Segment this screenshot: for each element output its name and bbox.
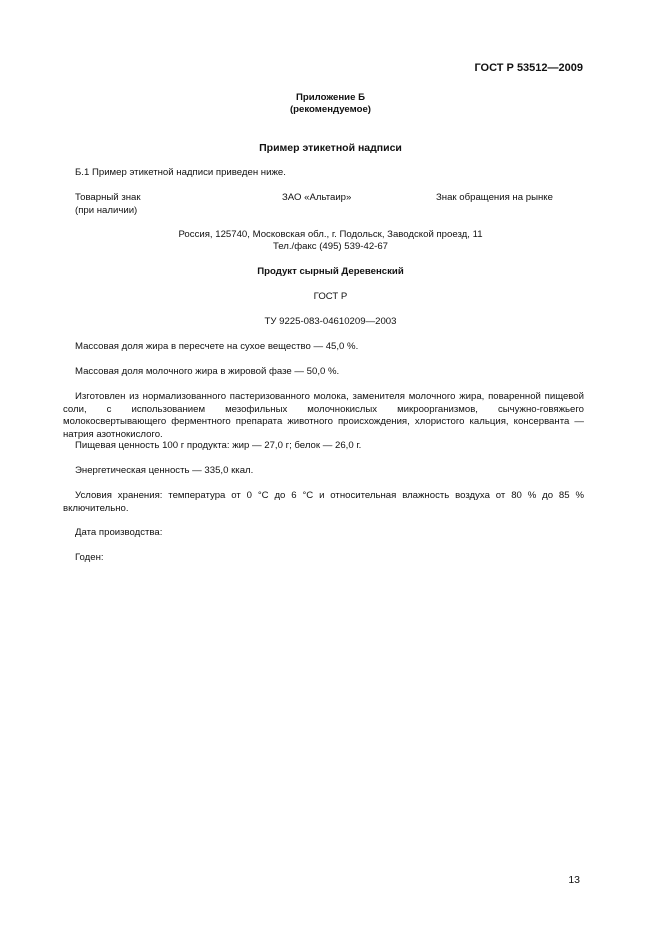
energy-paragraph: Энергетическая ценность — 335,0 ккал.: [75, 465, 254, 476]
production-date-field: Дата производства:: [75, 527, 163, 538]
fat-dry-paragraph: Массовая доля жира в пересчете на сухое вещество — 45,0 %.: [75, 341, 359, 352]
company-name: ЗАО «Альтаир»: [282, 192, 352, 203]
document-header: ГОСТ Р 53512—2009: [474, 62, 583, 74]
appendix-title: Приложение Б: [296, 92, 365, 103]
page-number: 13: [568, 874, 580, 886]
product-name: Продукт сырный Деревенский: [257, 266, 404, 277]
gost-reference: ГОСТ Р: [313, 291, 348, 302]
storage-paragraph: Условия хранения: температура от 0 °С до 6 °С и относительная влажность воздуха от 80 % до 85 % включительно.: [63, 490, 584, 514]
trademark-label: Товарный знак: [75, 192, 141, 203]
ingredients-paragraph: Изготовлен из нормализованного пастеризованного молока, заменителя молочного жира, поваренной пищевой соли, с использованием мезофильных молочнокислых микроорганизмов, сычужно-говяжьего молокосвертывающего ферментного препарата животного происхождения, хлористого кальция, консерванта — натрия азотнокислого.: [63, 391, 584, 440]
company-address: Россия, 125740, Московская обл., г. Подольск, Заводской проезд, 11: [178, 229, 483, 240]
appendix-subtitle: (рекомендуемое): [289, 104, 371, 115]
market-mark-label: Знак обращения на рынке: [436, 192, 553, 203]
tu-reference: ТУ 9225-083-04610209—2003: [264, 316, 397, 327]
intro-paragraph: Б.1 Пример этикетной надписи приведен ниже.: [75, 167, 286, 178]
expiry-field: Годен:: [75, 552, 104, 563]
trademark-note: (при наличии): [75, 205, 138, 216]
nutrition-paragraph: Пищевая ценность 100 г продукта: жир — 27,0 г; белок — 26,0 г.: [75, 440, 362, 451]
section-title: Пример этикетной надписи: [259, 142, 402, 154]
company-phone: Тел./факс (495) 539-42-67: [272, 241, 389, 252]
milk-fat-paragraph: Массовая доля молочного жира в жировой фазе — 50,0 %.: [75, 366, 340, 377]
